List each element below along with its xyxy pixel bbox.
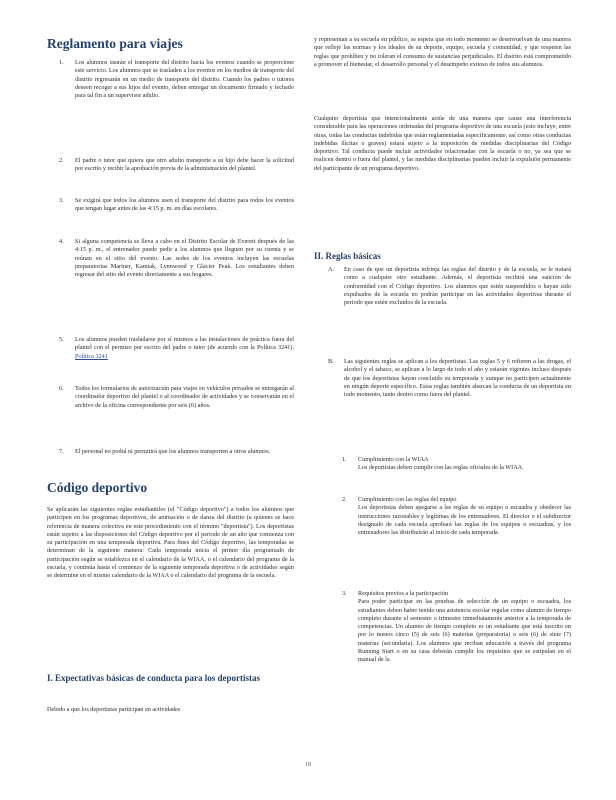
list-item: Si alguna competencia se lleva a cabo en el Distrito Escolar de Everett después de las 4:15 p. m., el entrenador puede pedir a los alumnos que lleguen por su cuenta y se reúnan en el sitio del evento. Las sedes de los eventos incluyen las escuelas preparatorias Mariner, Kamiak, Lynnwood y Glacier Peak. Los estudiantes deben regresar del sitio del evento directamente a sus hogares. (75, 238, 294, 279)
page-number: 18 (305, 762, 311, 768)
intro-paragraph: y representan a su escuela en público, se espera que en todo momento se desenvuelvan de una manera que refleje las normas y los ideales de su deporte, equipo, escuela y comunidad, y que respeten las reglas que prohíben y no toleran el consumo de sustancias perjudiciales. El distrito está comprometido a promover el bienestar, el desarrollo personal y el desempeño exitoso de todos sus alumnos. (314, 36, 571, 68)
list-item: Los alumnos pueden trasladarse por sí mismos a las instalaciones de práctica fuera del plantel con el permiso por escrito del padre o tutor (de acuerdo con la Política 3241). Política 3241 (75, 336, 294, 360)
list-item: Se exigirá que todos los alumnos usen el transporte del distrito para todos los eventos que tengan lugar antes de las 4:15 p. m. en días escolares. (75, 197, 294, 213)
sub-item: Cumplimiento con las reglas del equipo Los deportistas deben apegarse a las reglas de su equipo o escuadra y obedecer las instrucciones razonables y legítimas de los entrenadores. El director o el subdirector designado de cada escuela aprobará las reglas de los equipos o escuadras, y los entrenadores las distribuirán al inicio de cada temporada. (358, 496, 571, 537)
expectativas-paragraph: Debido a que los deportistas participan en actividades (47, 706, 181, 713)
list-item-number: 6. (59, 385, 64, 392)
rule-b-paragraph: Las siguientes reglas se aplican a los deportistas. Las reglas 5 y 6 refieren a las drogas, el alcohol y el tabaco, se aplican a lo largo de todo el año y estarán vigentes incluso después de que los deportistas hayan concluido su temporada y aunque no participen actualmente en ningún deporte específico. Estas reglas también abarcan la conducta de un deportista en todo momento, tanto dentro como fuera del plantel. (344, 358, 571, 399)
conduct-paragraph: Cualquier deportista que intencionalmente actúe de una manera que cause una interferencia considerable para las operaciones ordenadas del programa deportivo de una escuela (esto incluye, entre otras, todas las conductas indebidas que están reglamentadas específicamente, así como otras conductas indebidas ilícitas o graves) estará sujeto a la imposición de medidas disciplinarias del Código deportivo. Tal conducta puede incluir actividades relacionadas con la escuela o no, ya sea que se realicen dentro o fuera del plantel, y las medidas disciplinarias pueden incluir la expulsión permanente del participante de un programa deportivo. (314, 115, 571, 172)
sub-item-number: 3. (342, 590, 347, 597)
rule-a-paragraph: En caso de que un deportista infrinja las reglas del distrito y de la escuela, se le tratará como a cualquier otro estudiante. Además, el deportista recibirá una sanción de conformidad con el Código deportivo. Los alumnos que estén suspendidos o hayan sido expulsados de la escuela no podrán participar en las actividades deportivas durante el periodo que estén excluidos de la escuela. (344, 266, 571, 307)
sub-item-number: 1. (342, 456, 347, 463)
list-item-number: 2. (59, 157, 64, 164)
heading-reglamento-viajes: Reglamento para viajes (47, 36, 183, 51)
codigo-paragraph: Se aplicarán las siguientes reglas estudiantiles (el "Código deportivo") a todos los alumnos que participen en los programas deportivos, de animación o de danza del distrito (a quienes se hace referencia de manera colectiva en este procedimiento con el término "deportista"). Los deportistas están sujetos a las disposiciones del Código deportivo por el periodo de un año que comienza con su participación en una temporada deportiva. Para fines del Código deportivo, las temporadas se determinan de la siguiente manera: Cada temporada inicia el primer día programado de participación según se establezca en el calendario de la WIAA, o el calendario del programa de la escuela, y continúa hasta el comienzo de la siguiente temporada deportiva o de actividades según se determine en el mismo calendario de la WIAA o el calendario del programa de la escuela. (47, 506, 294, 580)
list-item-number: 1. (59, 59, 64, 66)
list-item-number: 4. (59, 238, 64, 245)
rule-letter: A. (328, 266, 335, 273)
list-item: El padre o tutor que quiera que otro adulto transporte a su hijo debe hacer la solicitud por escrito y recibir la aprobación previa de la administración del plantel. (75, 157, 294, 173)
heading-reglas-basicas: II. Reglas básicas (314, 251, 381, 261)
list-item-number: 3. (59, 197, 64, 204)
list-item: Los alumnos usarán el transporte del distrito hacia los eventos cuando se proporcione este servicio. Los alumnos que se trasladen a los eventos en los medios de transporte del distrito regresarán en un medio de transporte del distrito. Cuando los padres o tutores deseen recoger a sus hijos del evento, deben entregar un documento firmado y fechado para tal fin a un supervisor adulto. (75, 59, 294, 100)
list-item-number: 7. (59, 448, 64, 455)
policy-link[interactable]: Política 3241 (75, 352, 108, 360)
sub-item: Cumplimiento con la WIAA Los deportistas deben cumplir con las reglas oficiales de la WIAA. (358, 456, 524, 472)
rule-letter: B. (328, 358, 334, 365)
sub-item-number: 2. (342, 496, 347, 503)
sub-item: Requisitos previos a la participación Para poder participar en las pruebas de selección de un equipo o escuadra, los estudiantes deben haber tenido una asistencia escolar regular como alumno de tiempo completo durante el semestre o trimestre inmediatamente anterior a la temporada de competencias. Un alumno de tiempo completo es un estudiante que está inscrito en por lo menos cinco (5) de seis (6) materias (preparatoria) o seis (6) de siete (7) materias (secundaria). Los alumnos que reciban educación a través del programa Running Start o en su casa deberán cumplir los requisitos que se estipulan en el manual de la (358, 590, 571, 664)
heading-expectativas: I. Expectativas básicas de conducta para los deportistas (47, 673, 261, 683)
list-item-number: 5. (59, 336, 64, 343)
list-item: El personal no podrá ni permitirá que los alumnos transporten a otros alumnos. (75, 448, 271, 455)
heading-codigo-deportivo: Código deportivo (47, 480, 148, 495)
list-item: Todos los formularios de autorización para viajes en vehículos privados se entregarán al coordinador deportivo del plantel o al coordinador de actividades y se conservarán en el archivo de la oficina correspondiente por seis (6) años. (75, 385, 294, 409)
